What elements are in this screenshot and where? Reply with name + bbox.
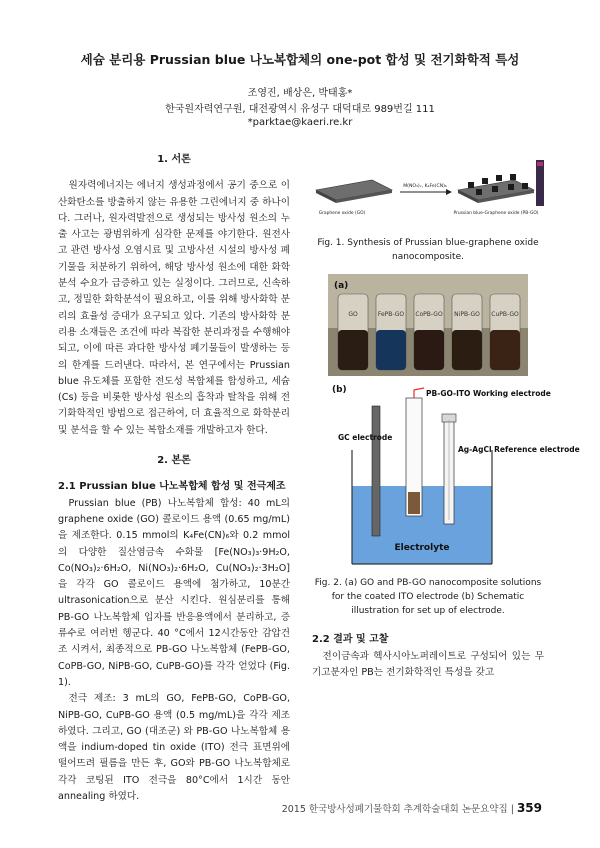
intro-paragraph: 원자력에너지는 에너지 생성과정에서 공기 중으로 이산화탄소를 방출하지 않는 유용한 그린에너지 중 하나이다. 그러나, 원자력발전으로 생성되는 방사성 원소의 누출 사고는 광범위하게 심각한 문제를 야기한다. 원전사고 관련 방사성 오염시료 및 고방사선 시설의 방사성 폐기물을 처분하기 위하여, 해당 방사성 원소에 대한 화학분석 수요가 급증하고 있는 실정이다. 그러므로, 신속하고, 정밀한 화학분석이 필요하고, 이를 위해 방사화학 분리의 효율성 증대가 요구되고 있다. 기존의 방사화학 분리용 소재들은 조건에 따라 복잡한 분리과정을 수행해야 되고, 이에 따른 과다한 방사성 폐기물들이 발생하는 등의 한계를 드러낸다. 따라서, 본 연구에서는 Prussian blue 유도체를 포함한 전도성 복합체를 합성하고, 세슘 (Cs) 등을 비롯한 방사성 원소의 흡착과 탈착을 위해 전기화학적인 방법으로 접근하여, 더 효율적으로 화학분리 및 분석을 할 수 있는 복합소재를 개발하고자 한다. xyxy=(58,180,290,436)
subsection-heading-results: 2.2 결과 및 고찰 xyxy=(312,634,389,646)
page-footer xyxy=(282,801,542,815)
results-paragraph: 전이금속과 헥사시아노퍼레이트로 구성되어 있는 무기고분자인 PB는 전기화학적인 특성을 갖고 xyxy=(312,650,544,678)
vial-photo-thumbnail xyxy=(536,160,544,206)
vial-copb-go xyxy=(414,294,444,370)
electrode-paragraph: 전극 제조: 3 mL의 GO, FePB-GO, CoPB-GO, NiPB-GO, CuPB-GO 용액 (0.5 mg/mL)을 각각 제조하였다. 그리고, GO (대조군) 와 PB-GO 나노복합체 용액을 indium-doped tin oxide (ITO) 전극 표면위에 떨어뜨려 필름을 만든 후, GO와 PB-GO 나노복합체로 각각 코팅된 ITO 전극을 80°C에서 1시간 동안 annealing 하였다. xyxy=(58,693,290,802)
section-heading-body: 2. 본론 xyxy=(157,455,191,467)
vial-label: CoPB-GO xyxy=(415,311,443,319)
pb-go-sheet xyxy=(458,174,534,203)
figure-2b-electrode-schematic xyxy=(328,380,580,570)
gc-electrode xyxy=(372,406,380,536)
fig1-label-go: Graphene oxide (GO) xyxy=(318,211,366,216)
fig2-panel-b-label: (b) xyxy=(332,385,347,396)
vial-label: CuPB-GO xyxy=(491,311,519,319)
footer-text: 2015 한국방사성폐기물학회 추계학술대회 논문요약집 xyxy=(281,804,508,815)
left-column xyxy=(58,152,290,805)
fig2-panel-a-label: (a) xyxy=(334,281,349,292)
subsection-heading-synthesis: 2.1 Prussian blue 나노복합체 합성 및 전극제조 xyxy=(58,481,286,493)
vial-label: FePB-GO xyxy=(377,311,405,319)
authors: 조영진, 배상은, 박태홍* xyxy=(247,88,353,99)
arrow-head-icon xyxy=(446,189,452,195)
vial-fepb-go xyxy=(376,294,406,370)
fig1-label-pbgo: Prussian blue-Graphene oxide (PB-GO) xyxy=(453,211,539,216)
gc-electrode-label: GC electrode xyxy=(338,433,393,443)
synthesis-paragraph: Prussian blue (PB) 나노복합체 합성: 40 mL의 graphene oxide (GO) 콜로이드 용액 (0.65 mg/mL)을 제조한다. 0.15 mmol의 K₄Fe(CN)₆와 0.2 mmol의 다양한 질산염금속 수화물 [Fe(NO₃)₃·9H₂O, Co(NO₃)₂·6H₂O, Ni(NO₃)₂·6H₂O, Cu(NO₃)₂·3H₂O]을 각각 GO 콜로이드 용액에 첨가하고, 10분간 ultrasonication으로 분산 시킨다. 원심분리를 통해 PB-GO 나노복합체 입자를 반응용액에서 분리하고, 증류수로 여러번 헹군다. 40 °C에서 12시간동안 감압건조 시켜서, 최종적으로 PB-GO 나노복합체 (FePB-GO, CoPB-GO, NiPB-GO, CuPB-GO)를 각각 얻었다 (Fig. 1). xyxy=(58,497,290,688)
figure-1-caption: Fig. 1. Synthesis of Prussian blue-graphene oxide nanocomposite. xyxy=(317,238,539,263)
section-heading-intro: 1. 서론 xyxy=(157,154,191,165)
figure-1-synthesis-diagram xyxy=(312,160,544,224)
figure-2-caption: Fig. 2. (a) GO and PB-GO nanocomposite solutions for the coated ITO electrode (b) Schematic illustration for set up of electrode. xyxy=(314,578,542,617)
vial-go xyxy=(338,294,368,370)
paper-title: 세슘 분리용 Prussian blue 나노복합체의 one-pot 합성 및 전기화학적 특성 xyxy=(80,52,520,67)
footer-divider: | xyxy=(510,804,517,815)
affiliation: 한국원자력연구원, 대전광역시 유성구 대덕대로 989번길 111 xyxy=(165,104,435,115)
graphene-oxide-sheet xyxy=(316,180,392,203)
reference-electrode-label: Ag-AgCl Reference electrode xyxy=(458,445,580,455)
vial-label: GO xyxy=(348,311,358,319)
electrolyte-label: Electrolyte xyxy=(394,543,450,554)
vial-cupb-go xyxy=(490,294,520,370)
vial-label: NiPB-GO xyxy=(454,311,480,319)
right-column xyxy=(312,152,580,681)
fig1-reagent: M(NO₃)ₓ, K₄Fe(CN)₆ xyxy=(403,184,447,189)
vial-nipb-go xyxy=(452,294,482,370)
author-email: *parktae@kaeri.re.kr xyxy=(247,117,353,128)
page-number: 359 xyxy=(516,801,542,815)
figure-2a-vials-photo xyxy=(328,274,528,376)
working-electrode-label: PB-GO-ITO Working electrode xyxy=(426,389,551,399)
